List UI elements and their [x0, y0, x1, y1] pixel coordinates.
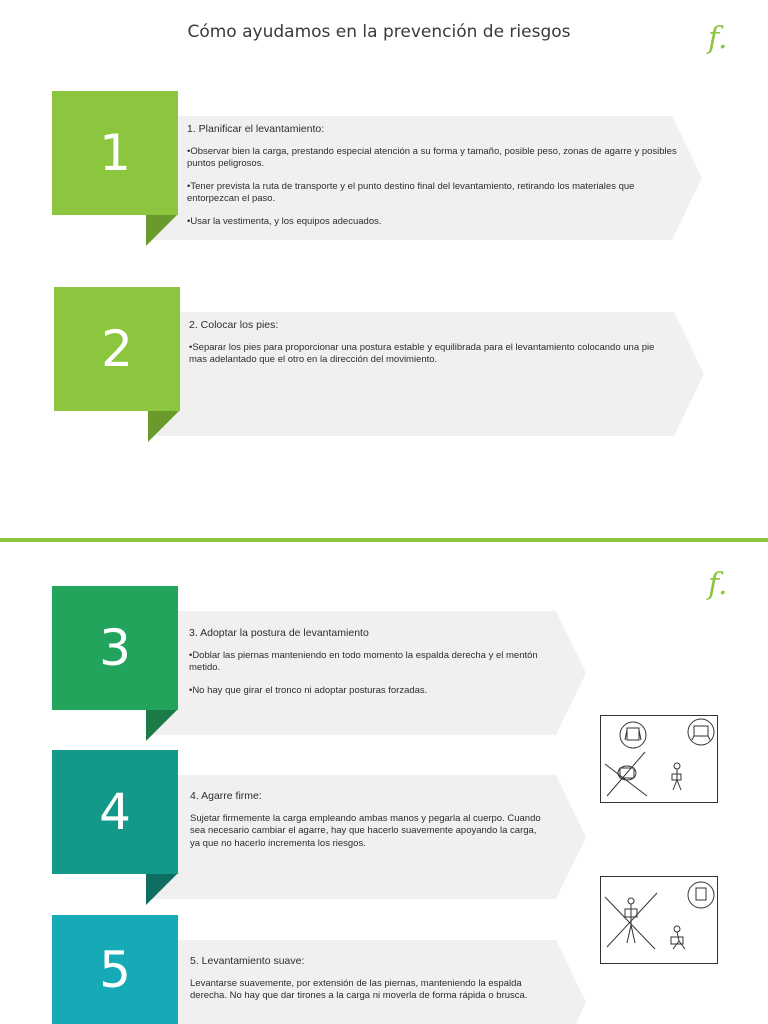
- step-5-number: 5: [99, 940, 131, 999]
- brand-logo: f.: [708, 21, 728, 56]
- step-2-fold: [148, 410, 180, 442]
- step-1-bullet: •Tener prevista la ruta de transporte y el punto destino final del levantamiento, retirando los materiales que entorpezcan el paso.: [187, 180, 635, 204]
- page-title: Cómo ayudamos en la prevención de riesgos: [187, 22, 571, 42]
- lifting-posture-figure-icon: [601, 716, 717, 802]
- step-3-fold: [146, 709, 178, 741]
- step-4-content: [190, 790, 545, 860]
- posture-illustration-1: [600, 715, 718, 803]
- step-1-fold: [146, 214, 178, 246]
- step-5-number-box: [52, 915, 178, 1024]
- brand-logo: f.: [708, 567, 728, 602]
- step-5-paragraph: Levantarse suavemente, por extensión de las piernas, manteniendo la espalda derecha. No hay que dar tirones a la carga ni moverla de forma rápida o brusca.: [190, 977, 528, 1001]
- lifting-posture-figure-icon: [601, 877, 717, 963]
- step-1-heading: 1. Planificar el levantamiento:: [187, 123, 325, 135]
- step-3-bullet: •Doblar las piernas manteniendo en todo momento la espalda derecha y el mentón metido.: [189, 649, 538, 673]
- step-2-number: 2: [101, 320, 133, 378]
- step-4-paragraph: Sujetar firmemente la carga empleando ambas manos y pegarla al cuerpo. Cuando sea necesario cambiar el agarre, hay que hacerlo suavemente apoyando la carga, ya que no hacerlo incrementa los riesgos.: [190, 812, 541, 849]
- step-4-heading: 4. Agarre firme:: [190, 790, 262, 802]
- step-1-number: 1: [99, 124, 131, 182]
- step-4-number-box: [52, 750, 178, 874]
- step-1-content: [187, 123, 677, 238]
- step-5-content: [190, 955, 555, 1013]
- step-4-fold: [146, 873, 178, 905]
- step-1-bullet: •Usar la vestimenta, y los equipos adecuados.: [187, 215, 382, 227]
- step-3-number-box: [52, 586, 178, 710]
- posture-illustration-2: [600, 876, 718, 964]
- step-1-bullet: •Observar bien la carga, prestando especial atención a su forma y tamaño, posible peso, zonas de agarre y posibles puntos peligrosos.: [187, 145, 677, 169]
- step-2-content: [189, 319, 669, 377]
- step-3-heading: 3. Adoptar la postura de levantamiento: [189, 627, 369, 639]
- step-5-heading: 5. Levantamiento suave:: [190, 955, 305, 967]
- step-3-number: 3: [99, 619, 131, 677]
- section-divider: [0, 538, 768, 542]
- step-4-number: 4: [99, 783, 131, 841]
- step-3-content: [189, 627, 549, 707]
- step-2-heading: 2. Colocar los pies:: [189, 319, 279, 331]
- step-3-bullet: •No hay que girar el tronco ni adoptar posturas forzadas.: [189, 684, 428, 696]
- step-2-bullet: •Separar los pies para proporcionar una postura estable y equilibrada para el levantamiento colocando una pie mas adelantado que el otro en la dirección del movimiento.: [189, 341, 655, 365]
- step-1-number-box: [52, 91, 178, 215]
- step-2-number-box: [54, 287, 180, 411]
